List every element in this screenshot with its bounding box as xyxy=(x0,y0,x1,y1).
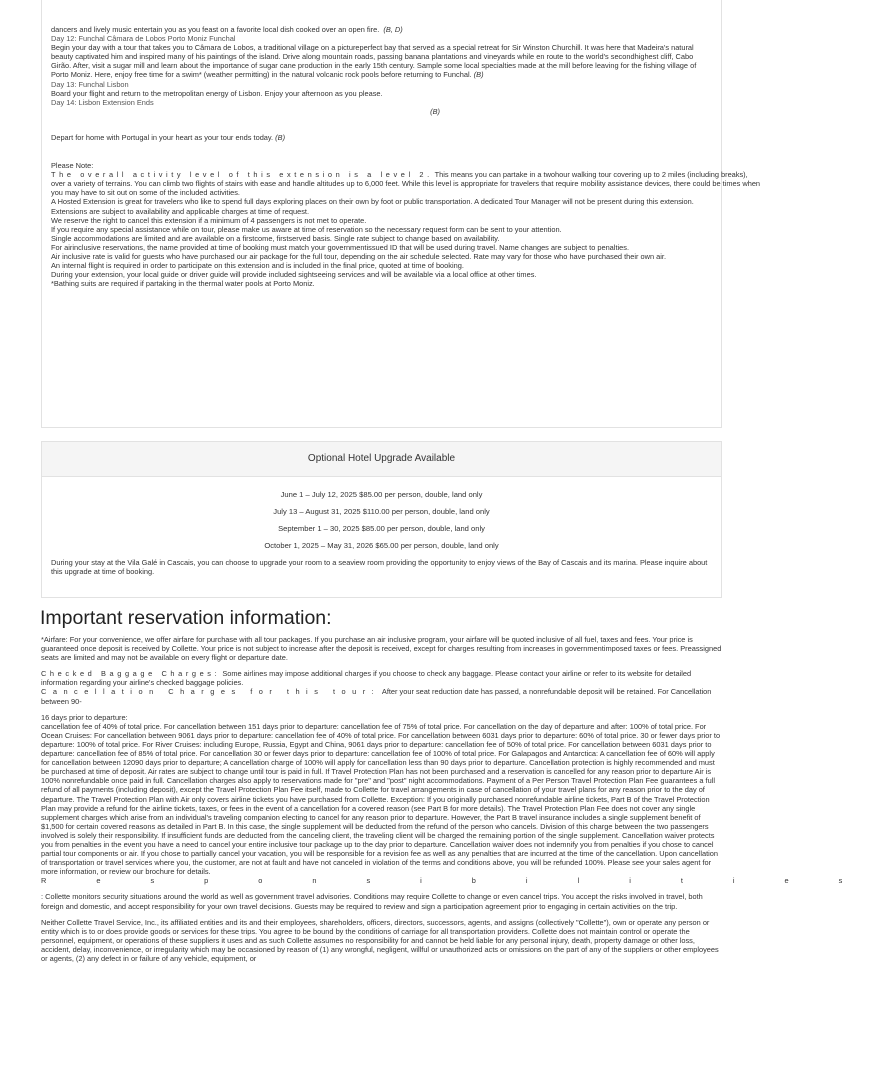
day12-body xyxy=(51,43,713,79)
cancellation-body: cancellation fee of 40% of total price. For cancellation between 151 days prior to departure: cancellation fee of 75% of total price. For cancellation on the day of departure and after: 100% of total price. For Ocean Cruises: For cancellation between 9061 days prior to departure: cancellation fee of 40% of total price. For cancellation between 6031 days prior to departure: 60% of total price. 30 or fewer days prior to departure: 100% of total price. For River Cruises: including Europe, Russia, Egypt and China, 9061 days prior to departure: cancellation fee of 50% of total price. For cancellation between 6031 days prior to departure: cancellation fee of 85% of total price. For cancellation 30 or fewer days prior to departure: cancellation fee of 100% of total price. For Galapagos and Antarctica: A cancellation fee of 60% will apply for cancellation between 12090 days prior to departure; A cancellation charge of 100% will apply for cancellation less than 90 days prior to departure. Cancellation protection is highly recommended and must be purchased at time of deposit. Air rates are subject to change until tour is paid in full. If Travel Protection Plan has not been purchased and a reservation is cancelled for any reason prior to departure Air is 100% nonrefundable once paid in full. Cancellation charges also apply to reservations made for "pre" and "post" night accommodations. Payment of a Per Person Travel Protection Plan Fee guarantees a full refund of all payments (including deposit), except the Travel Protection Plan Fee itself, made to Collette for travel arrangements in case of cancellation of your travel plans for any reason prior to the day of departure. The Travel Protection Plan with Air only covers airline tickets you have purchased from Collette. Exception: If you originally purchased nonrefundable airline tickets, Part B of the Travel Protection Plan may provide a refund for the airline tickets, taxes, or fees in the event of a cancellation for a covered reason (see Part B for more details). The Travel Protection Plan Fee does not cover any single supplement charges which arise from an individual's traveling companion electing to cancel for any reason prior to departure. However, the Part B travel insurance includes a single supplement benefit of $1,500 for certain covered reasons as detailed in Part B. In this case, the single supplement will be deducted from the refund of the person who cancels. Division of this charge between the two passengers involved is solely their responsibility. If insufficient funds are deducted from the canceling client, the traveling client will be charged the remaining portion of the single supplement. Cancellation waiver protects you from penalties in the event you have a need to cancel your entire inclusive tour package up to the day prior to departure. Cancellation waiver does not indemnify you from penalties if you chose to cancel partial tour components or air. If you chose to partially cancel your vacation, you will be responsible for a revision fee as well as any penalties that are incurred at the time of the cancellation. Upon cancellation of transportation or travel services where you, the customer, are not at fault and have not canceled in violation of the terms and conditions above, you will be refunded 100%. Please see your sales agent for more information, or review our brochure for details. xyxy=(41,721,721,877)
depart-line xyxy=(51,133,713,142)
liability-text: Neither Collette Travel Service, Inc., its affiliated entities and its and their employees, shareholders, officers, directors, successors, agents, and assigns (collectively "Collette"), own or operate any person or entity which is to or does provide goods or services for these trips. You agree to be bound by the conditions of carriage for all transportation providers. Collette does not maintain control or operate the personnel, equipment, or operations of these suppliers it uses and as such Collette assumes no responsibility for and cannot be held liable for any personal injury, death, property damage or other loss, accident, delay, inconvenience, or irregularity which may be occasioned by reason of (1) any wrongful, negligent, willful or unauthorized acts or omissions on the part of any of the suppliers or other employees or agents, (2) any defect in or failure of any vehicle, equipment, or xyxy=(41,917,719,963)
meals-label: (B) xyxy=(275,132,286,142)
baggage-charges xyxy=(41,669,723,687)
internal-flight-note: An internal flight is required in order to participate on this extension and is included in the final price, quoted at time of booking. xyxy=(51,261,464,271)
guide-note: During your extension, your local guide or driver guide will provide included sightseeing services and will be available via a local office at other times. xyxy=(51,270,537,280)
responsibilities-body: : Collette monitors security situations around the world as well as government travel advisories. Conditions may require Collette to change or even cancel trips. You accept the risks involved in travel, both foreign and domestic, and accept responsibility for your own travel decisions. Guests may be required to review and sign a participation agreement prior to engaging in certain activities on the trip. xyxy=(41,892,703,911)
activity-level xyxy=(51,170,763,197)
names-note: For airinclusive reservations, the name provided at time of booking must match your governmentissued ID that will be used during travel. Name changes are subject to penalties. xyxy=(51,242,629,252)
airfare-text: *Airfare: For your convenience, we offer airfare for purchase with all tour packages. If you purchase an air inclusive program, your airfare will be quoted inclusive of all fuel, taxes and fees. Your price is guaranteed once deposit is received by Collette. Your price is not subject to increase after the deposit is received, except for charges resulting from increases in governmentimposed taxes or fees. Preassigned seats are limited and may not be available on every flight or departure date. xyxy=(41,635,722,663)
responsibilities-label: Responsibilities xyxy=(41,876,892,886)
day12-text: Begin your day with a tour that takes you to Câmara de Lobos, a traditional village on a pictureperfect bay that served as a special retreat for Sir Winston Churchill. It was here that Madeira's natural beauty captivated him and inspired many of his paintings of the island. Drive along mountain roads, passing banana plantations and vineyards while en route to the world's secondhighest cliff, Cabo Girão. After, visit a sugar mill and learn about the importance of sugar cane production in the early 15th century. Sample some local specialties made at the mill before leaving for the fishing village of Porto Moniz. Here, enjoy free time for a swim* (weather permitting) in the natural volcanic rock pools before returning to Funchal. xyxy=(51,43,697,80)
baggage-label: Checked Baggage Charges: xyxy=(41,669,221,679)
upgrade-rate: July 13 – August 31, 2025 $110.00 per person, double, land only xyxy=(273,507,490,516)
day13-body: Board your flight and return to the metropolitan energy of Lisbon. Enjoy your afternoon as you please. xyxy=(51,88,383,98)
cancellation-days: 16 days prior to departure: xyxy=(41,712,128,722)
availability-note: Extensions are subject to availability and applicable charges at time of request. xyxy=(51,206,309,216)
activity-level-text: This means you can partake in a twohour walking tour covering up to 2 miles (including breaks), over a variety of terrains. You can climb two flights of stairs with ease and handle altitudes up to 6,000 feet. While this level is appropriate for travelers that require mobility assistance devices, there could be times when you may have to sit out on some of the included activities. xyxy=(51,170,761,198)
hotel-upgrade-card xyxy=(41,441,722,598)
cancellation-lead: After your seat reduction date has passed, a nonrefundable deposit will be retained. For Cancellation between 90- xyxy=(41,687,712,706)
upgrade-rate: September 1 – 30, 2025 $85.00 per person, double, land only xyxy=(278,524,485,533)
day13-title: Day 13: Funchal Lisbon xyxy=(51,79,129,89)
day14-meals: (B) xyxy=(430,106,440,116)
hosted-note: A Hosted Extension is great for travelers who like to spend full days exploring places on their own by foot or public transportation. A dedicated Tour Manager will not be present during this extension. xyxy=(51,197,694,207)
upgrade-rate: June 1 – July 12, 2025 $85.00 per person, double, land only xyxy=(280,490,483,499)
single-note: Single accommodations are limited and are available on a firstcome, firstserved basis. Single rate subject to change based on availability. xyxy=(51,233,500,243)
assistance-note: If you require any special assistance while on tour, please make us aware at time of reservation so the necessary request form can be sent to your attention. xyxy=(51,224,562,234)
itinerary-text: dancers and lively music entertain you as you feast on a favorite local dish cooked over an open fire. xyxy=(51,25,380,34)
air-rate-note: Air inclusive rate is valid for guests who have purchased our air package for the full tour, depending on the air schedule selected. Rate may vary for those who have purchased their own air. xyxy=(51,251,666,261)
cancel-right-note: We reserve the right to cancel this extension if a minimum of 4 passengers is not met to operate. xyxy=(51,215,367,225)
day12-title: Day 12: Funchal Câmara de Lobos Porto Moniz Funchal xyxy=(51,34,236,44)
upgrade-rate-list xyxy=(42,442,721,554)
please-note-heading: Please Note: xyxy=(51,161,94,171)
cancellation-charges xyxy=(41,687,723,705)
reservation-heading: Important reservation information: xyxy=(40,607,332,629)
meals-label: (B) xyxy=(473,70,484,80)
hotel-upgrade-title: Optional Hotel Upgrade Available xyxy=(42,442,721,477)
upgrade-rate: October 1, 2025 – May 31, 2026 $65.00 per person, double, land only xyxy=(264,541,499,550)
reservation-section xyxy=(40,606,892,963)
extension-card xyxy=(41,0,761,428)
activity-level-lead: The overall activity level of this extension is a level 2. xyxy=(51,170,433,180)
cancellation-label: Cancellation Charges for this tour: xyxy=(41,687,381,697)
day14-title: Day 14: Lisbon Extension Ends xyxy=(51,97,154,107)
upgrade-description: During your stay at the Vila Galé in Cascais, you can choose to upgrade your room to a seaview room providing the opportunity to enjoy views of the Bay of Cascais and its marina. Please inquire about this upgrade at time of booking. xyxy=(51,558,708,577)
bathing-note: *Bathing suits are required if partaking in the thermal water pools at Porto Moniz. xyxy=(51,279,315,289)
meals-label: (B, D) xyxy=(383,25,403,34)
baggage-text: Some airlines may impose additional charges if you choose to check any baggage. Please contact your airline or refer to its website for detailed information regarding your airline's checked baggage policies. xyxy=(41,669,692,688)
depart-text: Depart for home with Portugal in your heart as your tour ends today. xyxy=(51,132,274,142)
itinerary-top-line xyxy=(51,25,713,34)
